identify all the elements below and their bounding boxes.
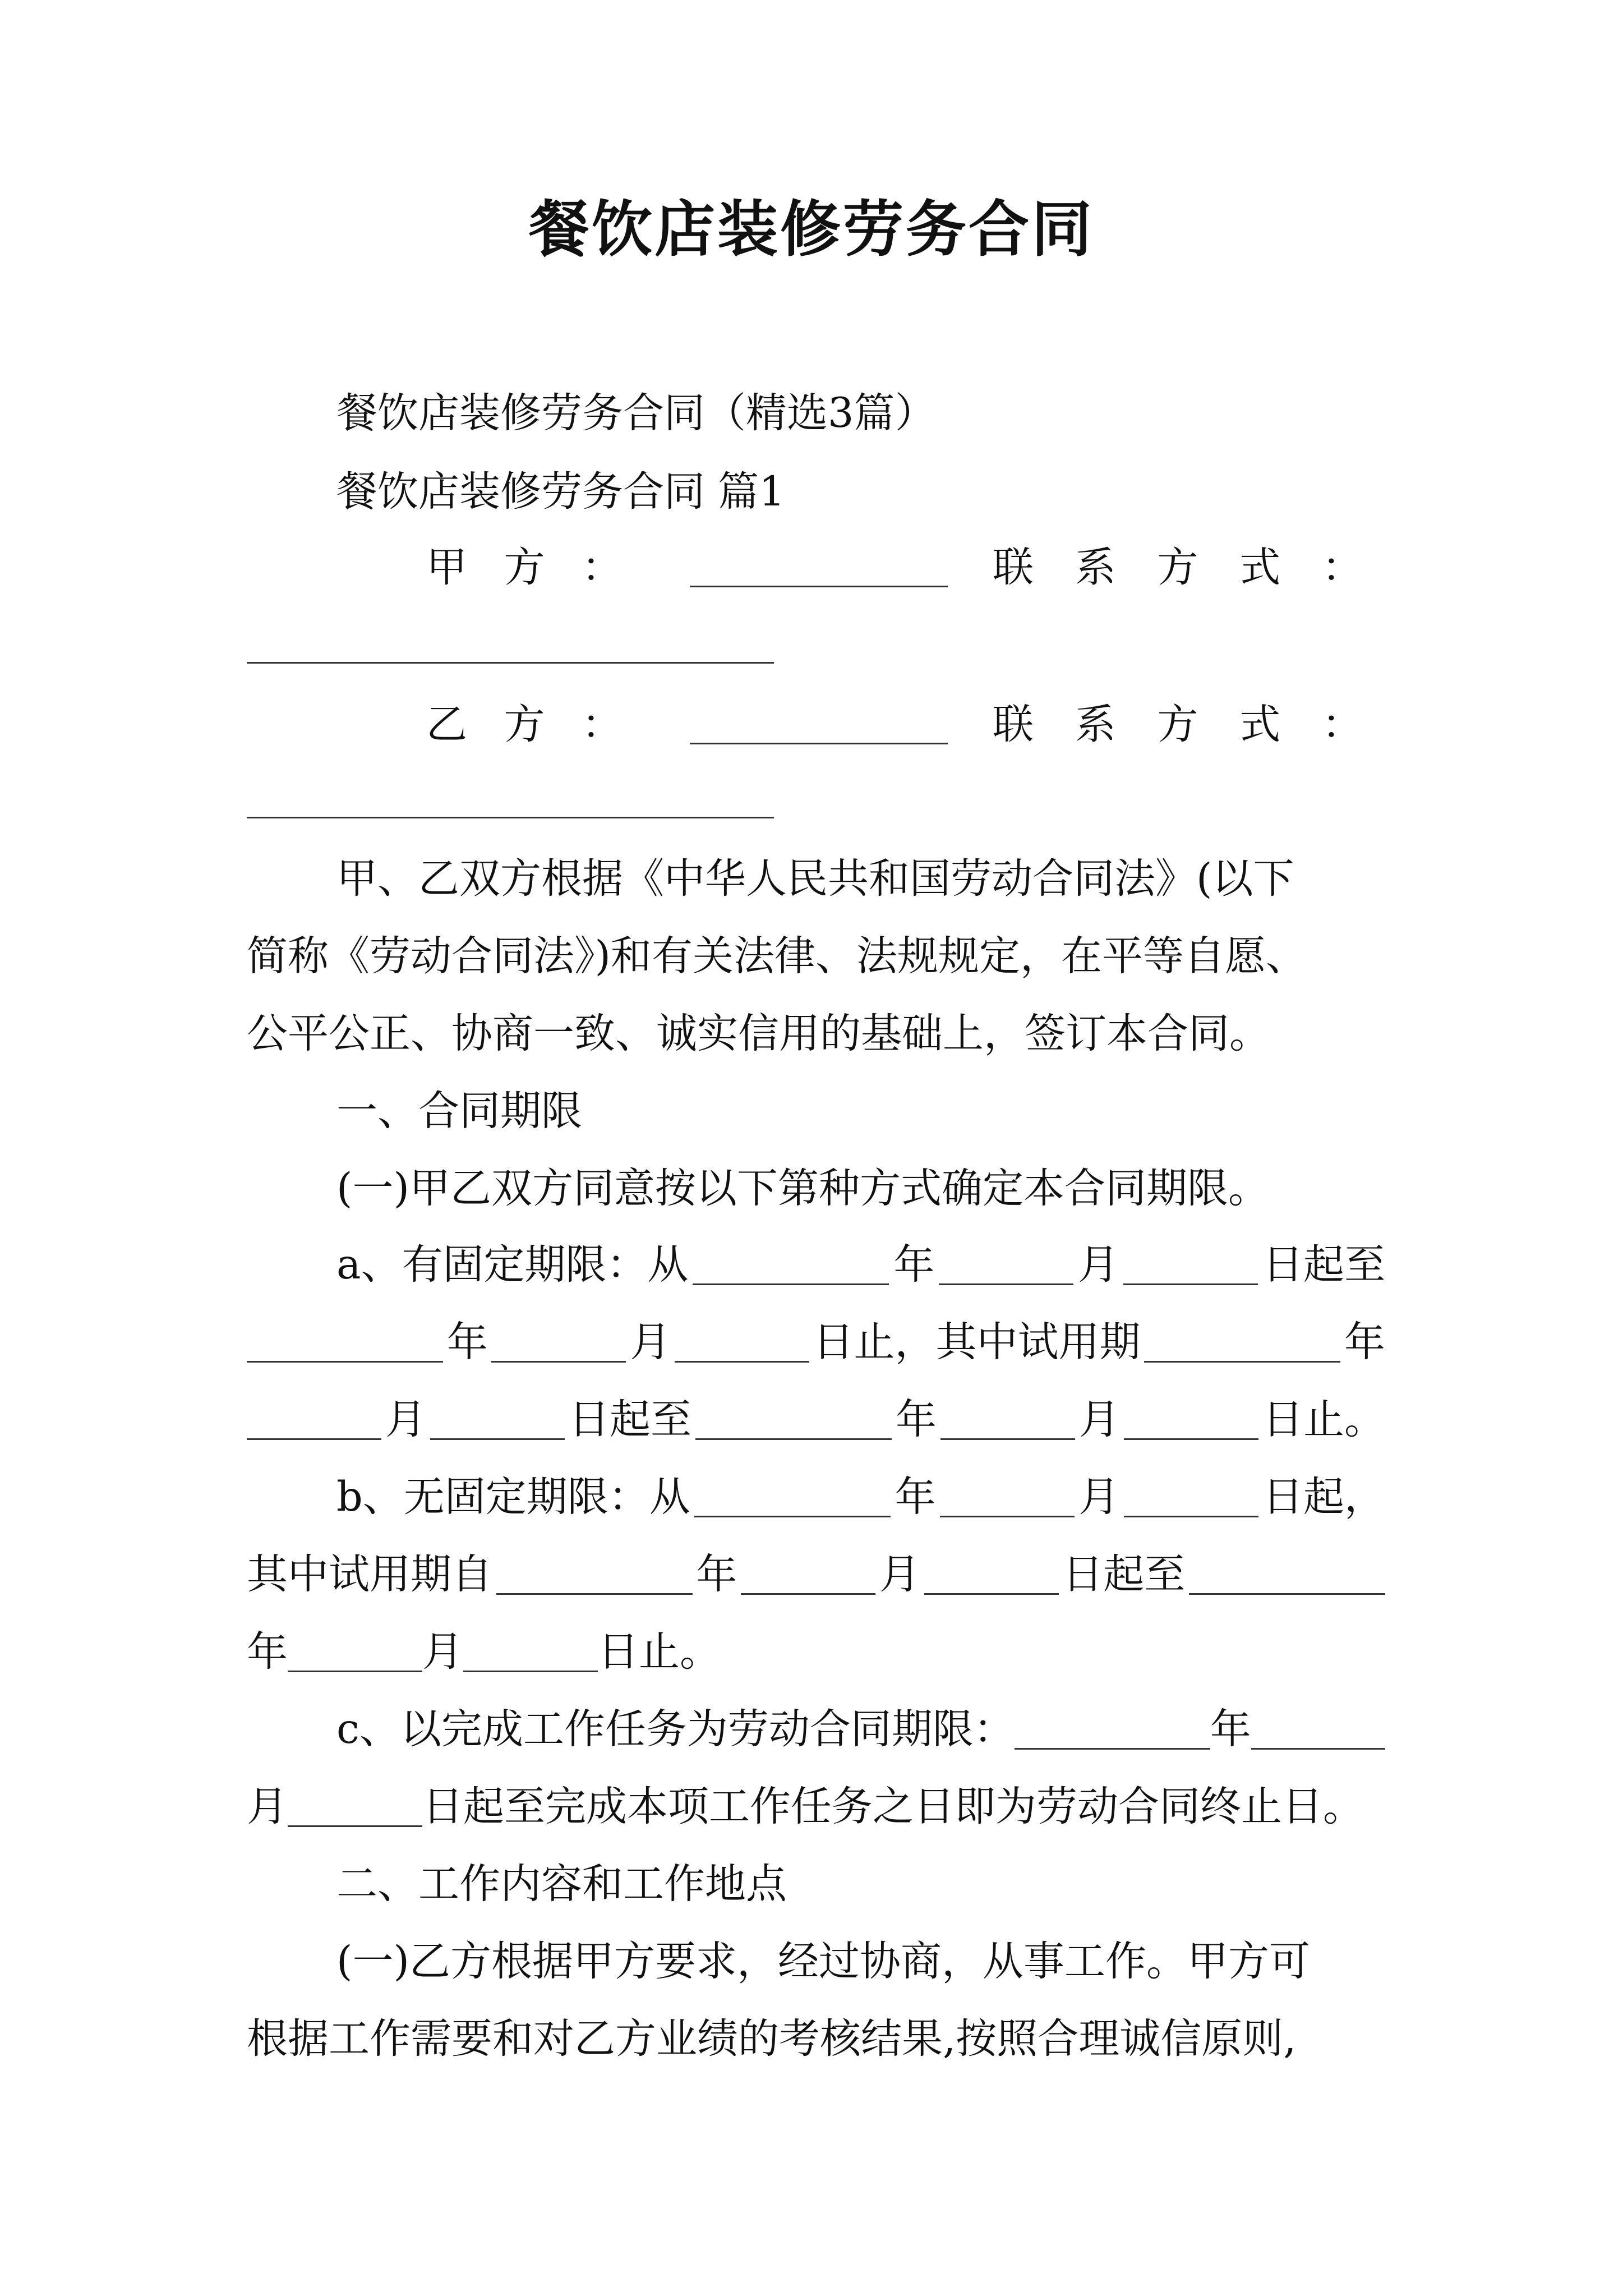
month-label: 月: [1078, 1473, 1120, 1521]
section-2-line-1: (一)乙方根据甲方要求，经过协商，从事工作。甲方可: [336, 1938, 1310, 1985]
subtitle-part: 餐饮店装修劳务合同 篇1: [336, 468, 785, 516]
blank-year[interactable]: [1189, 1561, 1385, 1595]
party-a-contact-char: 式: [1239, 544, 1281, 591]
blank-day[interactable]: [1123, 1251, 1258, 1285]
intro-text: 简称《劳动合同法》)和有关法律、法规规定，在平等自愿、: [247, 932, 1307, 980]
intro-text: 甲、乙双方根据《中华人民共和国劳动合同法》(以下: [336, 855, 1294, 903]
blank-year[interactable]: [496, 1561, 693, 1595]
clause-b-line-3: [247, 1628, 721, 1676]
blank-day[interactable]: [1124, 1406, 1258, 1440]
party-b-contact-char: 式: [1239, 701, 1281, 748]
year-label: 年: [247, 1628, 288, 1676]
party-a-label: [426, 544, 623, 591]
party-b-char: 乙: [426, 701, 467, 748]
party-b-name-blank[interactable]: [690, 743, 948, 744]
blank-year[interactable]: [1015, 1715, 1210, 1750]
party-a-contact-char: ：: [1322, 544, 1363, 591]
blank-day[interactable]: [675, 1328, 809, 1363]
trial-from-label: 其中试用期自: [247, 1550, 492, 1598]
clause-b-line-1: [336, 1473, 1385, 1521]
blank-month[interactable]: [940, 1483, 1075, 1517]
section-1-item-1: (一)甲乙双方同意按以下第种方式确定本合同期限。: [336, 1165, 1269, 1212]
clause-a-prefix: a、有固定期限：从: [336, 1241, 689, 1289]
party-b-contact-char: 系: [1075, 701, 1116, 748]
year-label: 年: [896, 1396, 937, 1443]
month-label: 月: [1078, 1241, 1119, 1289]
party-a-contact-char: 联: [993, 544, 1034, 591]
clause-c-line-2: [247, 1783, 1364, 1830]
party-b-char: ：: [582, 701, 623, 748]
party-b-contact-blank[interactable]: [247, 817, 774, 818]
party-a-char: 方: [504, 544, 545, 591]
intro-line-2: [247, 932, 1385, 980]
party-b-contact-label: [993, 701, 1363, 748]
blank-month[interactable]: [939, 1251, 1073, 1285]
month-label: 月: [879, 1550, 920, 1598]
section-2-heading: 二、工作内容和工作地点: [336, 1860, 787, 1908]
month-label: 月: [247, 1783, 288, 1830]
year-label: 年: [895, 1473, 936, 1521]
clause-c-line-1: [336, 1705, 1385, 1753]
section-1-heading: 一、合同期限: [336, 1087, 582, 1135]
party-a-contact-label: [993, 544, 1363, 591]
year-label: 年: [696, 1550, 737, 1598]
day-stop-trial-label: 日止，其中试用期: [813, 1318, 1141, 1366]
blank-year[interactable]: [693, 1251, 889, 1285]
blank-month[interactable]: [288, 1638, 422, 1672]
blank-year[interactable]: [695, 1406, 892, 1440]
year-label: 年: [446, 1318, 488, 1366]
clause-a-line-2: [247, 1318, 1385, 1366]
party-a-contact-char: 系: [1075, 544, 1116, 591]
party-a-contact-blank[interactable]: [247, 662, 774, 664]
blank-month[interactable]: [247, 1406, 381, 1440]
blank-year[interactable]: [694, 1483, 891, 1517]
subtitle-selected: 餐饮店装修劳务合同（精选3篇）: [336, 389, 936, 437]
day-from-to-label: 日起至: [1062, 1550, 1186, 1598]
month-label: 月: [630, 1318, 671, 1366]
party-a-name-blank[interactable]: [690, 586, 948, 587]
blank-day[interactable]: [1124, 1483, 1258, 1517]
month-label: 月: [385, 1396, 426, 1443]
day-from-to-label: 日起至: [1262, 1241, 1385, 1289]
party-b-contact-char: 联: [993, 701, 1034, 748]
clause-c-suffix: 日起至完成本项工作任务之日即为劳动合同终止日。: [422, 1783, 1364, 1830]
intro-line-1: [336, 855, 1385, 903]
blank-day[interactable]: [430, 1406, 565, 1440]
blank-year[interactable]: [1144, 1328, 1340, 1363]
day-from-to-label: 日起至: [569, 1396, 691, 1443]
blank-month[interactable]: [940, 1406, 1075, 1440]
party-a-contact-char: 方: [1157, 544, 1198, 591]
blank-month[interactable]: [741, 1561, 875, 1595]
day-from-label: 日起，: [1262, 1473, 1385, 1521]
blank-day[interactable]: [288, 1793, 422, 1827]
blank-month[interactable]: [491, 1328, 626, 1363]
year-label: 年: [1210, 1705, 1251, 1753]
month-label: 月: [422, 1628, 463, 1676]
month-label: 月: [1079, 1396, 1120, 1443]
party-a-char: ：: [582, 544, 623, 591]
section-2-line-2: 根据工作需要和对乙方业绩的考核结果,按照合理诚信原则,: [247, 2015, 1297, 2063]
year-label: 年: [893, 1241, 935, 1289]
document-title: 餐饮店装修劳务合同: [528, 194, 1094, 265]
blank-year[interactable]: [247, 1328, 443, 1363]
clause-c-prefix: c、以完成工作任务为劳动合同期限：: [336, 1705, 1015, 1753]
day-stop-label: 日止。: [1262, 1396, 1385, 1443]
party-b-contact-char: 方: [1157, 701, 1198, 748]
party-b-char: 方: [504, 701, 545, 748]
day-stop-label: 日止。: [598, 1628, 721, 1676]
year-label: 年: [1344, 1318, 1385, 1366]
clause-b-line-2: [247, 1550, 1385, 1598]
intro-line-3: 公平公正、协商一致、诚实信用的基础上，签订本合同。: [247, 1010, 1270, 1057]
party-a-char: 甲: [426, 544, 467, 591]
blank-month[interactable]: [1251, 1715, 1385, 1750]
clause-b-prefix: b、无固定期限：从: [336, 1473, 690, 1521]
blank-day[interactable]: [924, 1561, 1059, 1595]
party-b-label: [426, 701, 623, 748]
clause-a-line-3: [247, 1396, 1385, 1443]
blank-day[interactable]: [463, 1638, 598, 1672]
party-b-contact-char: ：: [1322, 701, 1363, 748]
clause-a-line-1: [336, 1241, 1385, 1289]
